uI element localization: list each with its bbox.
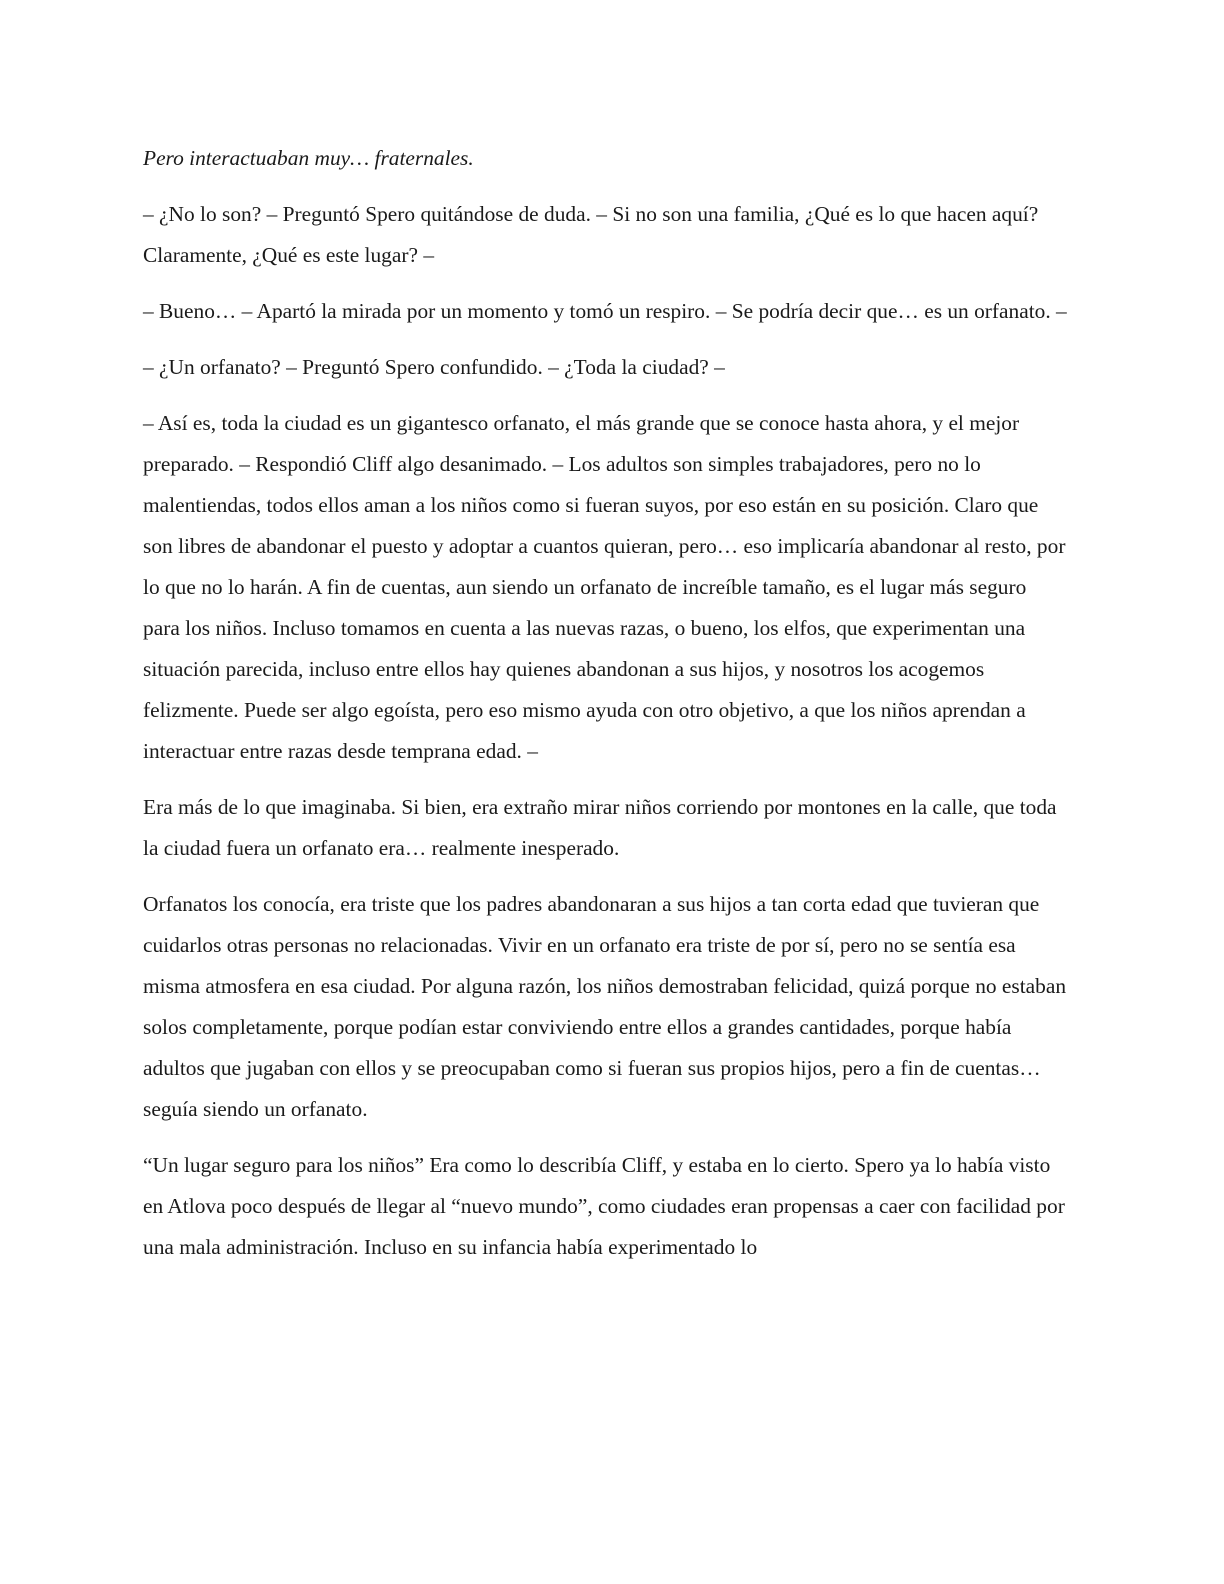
paragraph-dialogue-4: – Así es, toda la ciudad es un gigantesco orfanato, el más grande que se conoce hasta ahora, y el mejor preparado. – Respondió Cliff algo desanimado. – Los adultos son simples trabajadores, pero no lo malentiendas, todos ellos aman a los niños como si fueran suyos, por eso están en su posición. Claro que son libres de abandonar el puesto y adoptar a cuantos quieran, pero… eso implicaría abandonar al resto, por lo que no lo harán. A fin de cuentas, aun siendo un orfanato de increíble tamaño, es el lugar más seguro para los niños. Incluso tomamos en cuenta a las nuevas razas, o bueno, los elfos, que experimentan una situación parecida, incluso entre ellos hay quienes abandonan a sus hijos, y nosotros los acogemos felizmente. Puede ser algo egoísta, pero eso mismo ayuda con otro objetivo, a que los niños aprendan a interactuar entre razas desde temprana edad. – [143, 411, 1066, 763]
paragraph-dialogue-3: – ¿Un orfanato? – Preguntó Spero confundido. – ¿Toda la ciudad? – [143, 355, 725, 379]
page-body [143, 138, 1068, 1283]
paragraph-dialogue-2: – Bueno… – Apartó la mirada por un momento y tomó un respiro. – Se podría decir que… es un orfanato. – [143, 299, 1067, 323]
paragraph-italic-intro: Pero interactuaban muy… fraternales. [143, 146, 474, 170]
paragraph-narration-2: Orfanatos los conocía, era triste que los padres abandonaran a sus hijos a tan corta edad que tuvieran que cuidarlos otras personas no relacionadas. Vivir en un orfanato era triste de por sí, pero no se sentía esa misma atmosfera en esa ciudad. Por alguna razón, los niños demostraban felicidad, quizá porque no estaban solos completamente, porque podían estar conviviendo entre ellos a grandes cantidades, porque había adultos que jugaban con ellos y se preocupaban como si fueran sus propios hijos, pero a fin de cuentas… seguía siendo un orfanato. [143, 892, 1067, 1121]
paragraph-narration-3: “Un lugar seguro para los niños” Era como lo describía Cliff, y estaba en lo cierto. Spero ya lo había visto en Atlova poco después de llegar al “nuevo mundo”, como ciudades eran propensas a caer con facilidad por una mala administración. Incluso en su infancia había experimentado lo [143, 1153, 1065, 1259]
paragraph-narration-1: Era más de lo que imaginaba. Si bien, era extraño mirar niños corriendo por montones en la calle, que toda la ciudad fuera un orfanato era… realmente inesperado. [143, 795, 1057, 860]
paragraph-dialogue-1: – ¿No lo son? – Preguntó Spero quitándose de duda. – Si no son una familia, ¿Qué es lo que hacen aquí? Claramente, ¿Qué es este lugar? – [143, 202, 1039, 267]
